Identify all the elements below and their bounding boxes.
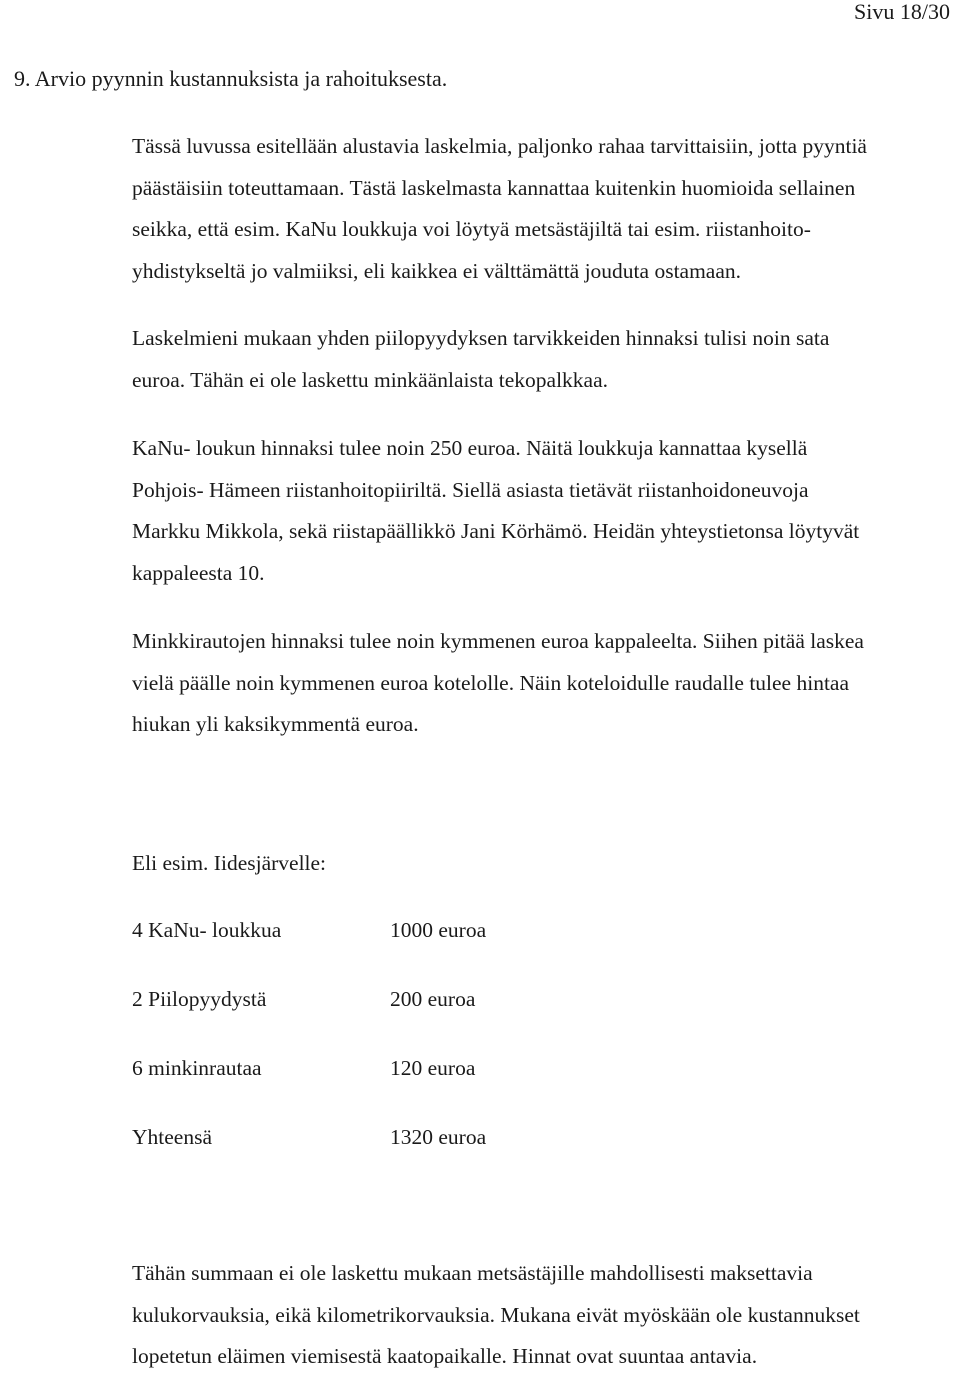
paragraph-line: euroa. Tähän ei ole laskettu minkäänlaista tekopalkkaa. xyxy=(132,367,609,392)
table-row xyxy=(132,1049,486,1118)
section-heading: 9. Arvio pyynnin kustannuksista ja rahoituksesta. xyxy=(14,66,448,91)
cost-total-value: 1320 euroa xyxy=(390,1125,487,1149)
example-intro: Eli esim. Iidesjärvelle: xyxy=(132,851,327,875)
paragraph-kanu-trap-cost xyxy=(132,428,932,594)
paragraph-line: yhdistykseltä jo valmiiksi, eli kaikkea ei välttämättä jouduta ostamaan. xyxy=(132,258,742,283)
cost-item: 6 minkinrautaa xyxy=(132,1056,262,1080)
paragraph-line: Tässä luvussa esitellään alustavia laskelmia, paljonko rahaa tarvittaisiin, jotta pyyntiä xyxy=(132,134,867,158)
paragraph-line: vielä päälle noin kymmenen euroa kotelolle. Näin koteloidulle raudalle tulee hintaa xyxy=(132,670,850,695)
paragraph-line: Tähän summaan ei ole laskettu mukaan metsästäjille mahdollisesti maksettavia xyxy=(132,1261,813,1285)
cost-item: 2 Piilopyydystä xyxy=(132,987,267,1011)
paragraph-line: päästäisiin toteuttamaan. Tästä laskelmasta kannattaa kuitenkin huomioida sellainen xyxy=(132,175,856,200)
table-row xyxy=(132,911,486,980)
table-row xyxy=(132,980,486,1049)
cost-item: 4 KaNu- loukkua xyxy=(132,918,282,942)
cost-table xyxy=(132,911,486,1187)
paragraph-line: seikka, että esim. KaNu loukkuja voi löytyä metsästäjiltä tai esim. riistanhoito- xyxy=(132,217,811,241)
paragraph-line: Pohjois- Hämeen riistanhoitopiiriltä. Siellä asiasta tietävät riistanhoidoneuvoja xyxy=(132,477,809,502)
cost-value: 200 euroa xyxy=(390,987,476,1011)
cost-total-label: Yhteensä xyxy=(132,1125,212,1149)
page-number: Sivu 18/30 xyxy=(854,0,950,24)
cost-value: 120 euroa xyxy=(390,1056,476,1080)
paragraph-line: kulukorvauksia, eikä kilometrikorvauksia. Mukana eivät myöskään ole kustannukset xyxy=(132,1302,860,1327)
paragraph-line: hiukan yli kaksikymmentä euroa. xyxy=(132,712,419,736)
paragraph-closing xyxy=(132,1253,932,1378)
table-row-total xyxy=(132,1118,486,1187)
paragraph-hide-trap-cost xyxy=(132,318,932,401)
paragraph-line: Markku Mikkola, sekä riistapäällikkö Jani Körhämö. Heidän yhteystietonsa löytyvät xyxy=(132,519,860,543)
paragraph-line: lopetetun eläimen viemisestä kaatopaikalle. Hinnat ovat suuntaa antavia. xyxy=(132,1344,758,1368)
paragraph-line: KaNu- loukun hinnaksi tulee noin 250 euroa. Näitä loukkuja kannattaa kysellä xyxy=(132,436,808,460)
paragraph-line: Laskelmieni mukaan yhden piilopyydyksen tarvikkeiden hinnaksi tulisi noin sata xyxy=(132,326,830,350)
paragraph-intro xyxy=(132,126,932,292)
paragraph-mink-trap-cost xyxy=(132,621,932,746)
paragraph-line: kappaleesta 10. xyxy=(132,560,265,585)
paragraph-line: Minkkirautojen hinnaksi tulee noin kymmenen euroa kappaleelta. Siihen pitää laskea xyxy=(132,629,864,653)
cost-value: 1000 euroa xyxy=(390,918,487,942)
